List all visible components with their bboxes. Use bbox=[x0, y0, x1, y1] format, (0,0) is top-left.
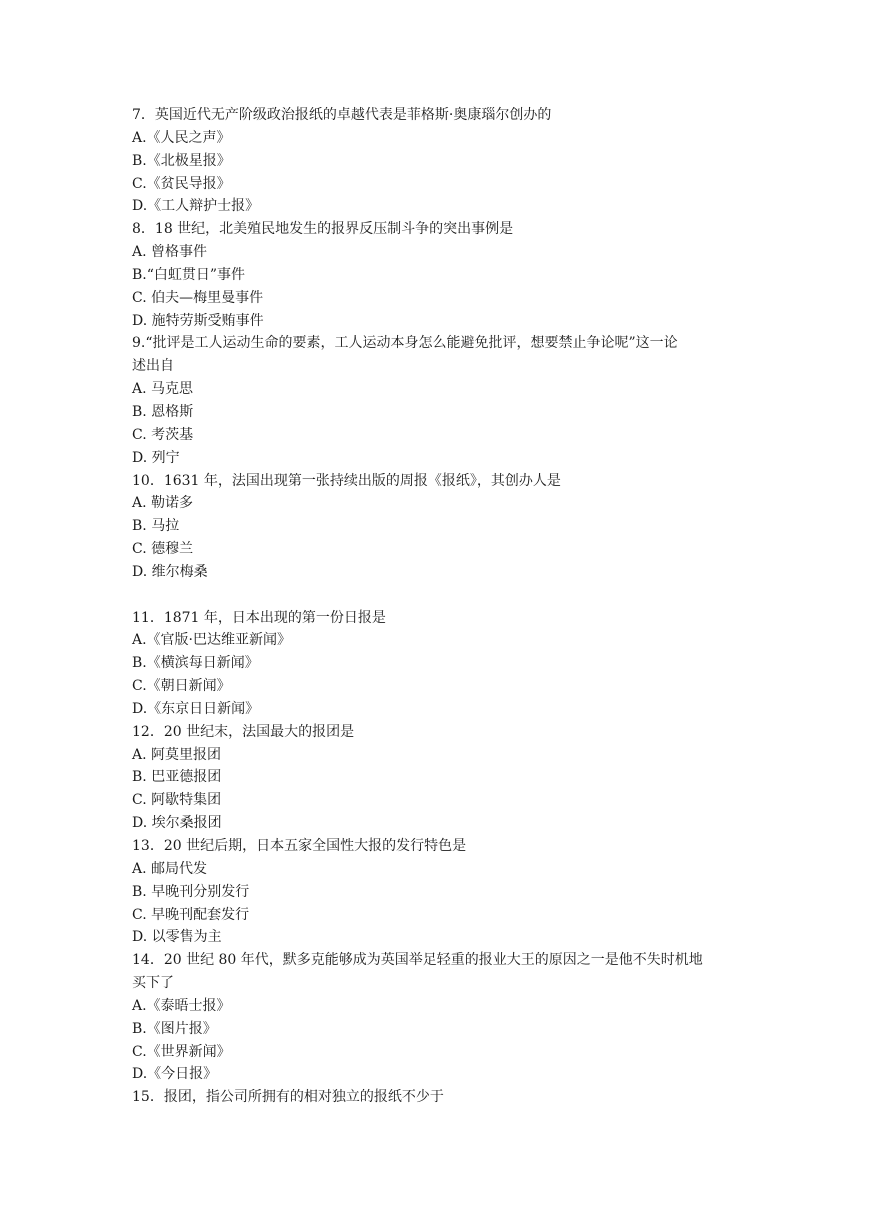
question-8-option-b: B.“白虹贯日”事件 bbox=[132, 266, 246, 283]
question-7-option-c: C.《贫民导报》 bbox=[132, 175, 231, 192]
question-13-option-b: B. 早晚刊分别发行 bbox=[132, 883, 250, 900]
question-13-stem: 13．20 世纪后期，日本五家全国性大报的发行特色是 bbox=[132, 838, 467, 854]
question-15-stem: 15．报团，指公司所拥有的相对独立的报纸不少于 bbox=[132, 1089, 444, 1106]
question-8-option-d: D. 施特劳斯受贿事件 bbox=[132, 312, 264, 329]
question-13-option-a: A. 邮局代发 bbox=[132, 860, 208, 877]
question-10-option-d: D. 维尔梅桑 bbox=[132, 563, 208, 580]
question-7-option-a: A.《人民之声》 bbox=[132, 129, 231, 146]
question-12-option-c: C. 阿歇特集团 bbox=[132, 792, 222, 809]
question-14-option-d: D.《今日报》 bbox=[132, 1066, 218, 1083]
question-12-stem: 12．20 世纪末，法国最大的报团是 bbox=[132, 723, 355, 740]
question-9-stem: 9.“批评是工人运动生命的要素，工人运动本身怎么能避免批评，想要禁止争论呢”这一论 bbox=[132, 335, 678, 352]
question-11-option-c: C.《朝日新闻》 bbox=[132, 678, 231, 695]
question-13-option-c: C. 早晚刊配套发行 bbox=[132, 906, 250, 923]
question-10-option-b: B. 马拉 bbox=[132, 518, 180, 535]
question-11-option-a: A.《官版·巴达维亚新闻》 bbox=[132, 632, 292, 649]
question-9-option-c: C. 考茨基 bbox=[132, 426, 194, 443]
question-8-stem: 8．18 世纪，北美殖民地发生的报界反压制斗争的突出事例是 bbox=[132, 221, 514, 238]
question-8-option-c: C. 伯夫—梅里曼事件 bbox=[132, 289, 264, 306]
question-14-option-b: B.《图片报》 bbox=[132, 1020, 217, 1037]
question-11-option-b: B.《横滨每日新闻》 bbox=[132, 655, 259, 672]
question-7-option-d: D.《工人辩护士报》 bbox=[132, 198, 260, 215]
question-11-option-d: D.《东京日日新闻》 bbox=[132, 700, 260, 717]
question-14-option-a: A.《泰晤士报》 bbox=[132, 997, 231, 1014]
question-12-option-b: B. 巴亚德报团 bbox=[132, 769, 222, 786]
question-9-option-a: A. 马克思 bbox=[132, 381, 194, 398]
question-14-stem-continued: 买下了 bbox=[132, 975, 174, 992]
question-7-stem: 7．英国近代无产阶级政治报纸的卓越代表是菲格斯·奥康瑙尔创办的 bbox=[132, 107, 552, 123]
question-10-stem: 10．1631 年，法国出现第一张持续出版的周报《报纸》，其创办人是 bbox=[132, 472, 561, 489]
question-11-stem: 11．1871 年，日本出现的第一份日报是 bbox=[132, 609, 386, 626]
question-10-option-c: C. 德穆兰 bbox=[132, 541, 194, 558]
question-9-stem-continued: 述出自 bbox=[132, 358, 174, 375]
question-8-option-a: A. 曾格事件 bbox=[132, 244, 208, 261]
blank-line bbox=[132, 584, 742, 607]
question-12-option-d: D. 埃尔桑报团 bbox=[132, 815, 222, 832]
question-13-option-d: D. 以零售为主 bbox=[132, 929, 222, 946]
question-9-option-b: B. 恩格斯 bbox=[132, 403, 194, 420]
question-12-option-a: A. 阿莫里报团 bbox=[132, 746, 222, 763]
question-9-option-d: D. 列宁 bbox=[132, 449, 180, 466]
question-list bbox=[132, 104, 742, 1109]
question-10-option-a: A. 勒诺多 bbox=[132, 495, 194, 512]
question-14-stem: 14．20 世纪 80 年代，默多克能够成为英国举足轻重的报业大王的原因之一是他不失时机地 bbox=[132, 952, 703, 969]
question-14-option-c: C.《世界新闻》 bbox=[132, 1043, 231, 1060]
question-7-option-b: B.《北极星报》 bbox=[132, 152, 231, 169]
